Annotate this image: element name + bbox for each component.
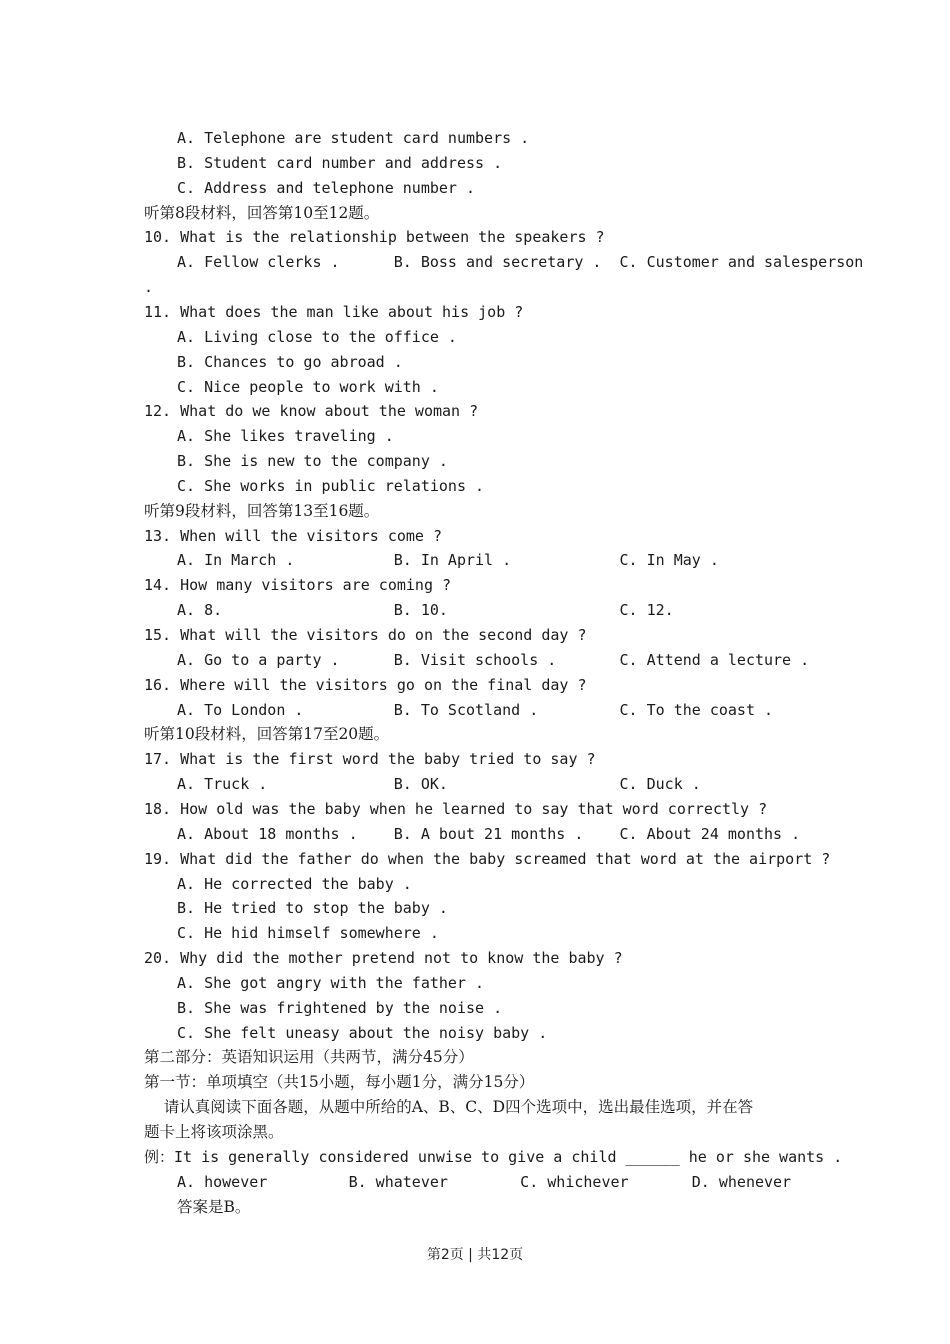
text-line: 20. Why did the mother pretend not to know the baby ? (144, 949, 623, 968)
text-line: 19. What did the father do when the baby screamed that word at the airport ? (144, 849, 831, 868)
text-line: C. She works in public relations . (177, 476, 485, 495)
text-line: A. Truck . B. OK. C. Duck . (177, 775, 701, 794)
text-line: C. Address and telephone number . (177, 178, 476, 197)
text-line: 14. How many visitors are coming ? (144, 576, 452, 595)
text-line: A. In March . B. In April . C. In May . (177, 551, 719, 570)
text-line: C. He hid himself somewhere . (177, 924, 439, 943)
text-line: 10. What is the relationship between the speakers ? (144, 228, 605, 247)
text-line: A. He corrected the baby . (177, 874, 412, 893)
text-line: A. however B. whatever C. whichever D. whenever (177, 1172, 792, 1191)
text-line: A. Fellow clerks . B. Boss and secretary . C. Customer and salesperson (177, 253, 864, 272)
text-line: 第一节：单项填空（共15小题，每小题1分，满分15分） (144, 1073, 535, 1092)
text-line: A. Go to a party . B. Visit schools . C. Attend a lecture . (177, 650, 810, 669)
text-line: 17. What is the first word the baby tried to say ? (144, 750, 596, 769)
text-line: A. Telephone are student card numbers . (177, 129, 530, 147)
text-line: B. She was frightened by the noise . (177, 998, 503, 1017)
text-line: 请认真阅读下面各题，从题中所给的A、B、C、D四个选项中，选出最佳选项，并在答 (144, 1098, 754, 1117)
text-line: 18. How old was the baby when he learned to say that word correctly ? (144, 799, 768, 818)
text-line: B. He tried to stop the baby . (177, 899, 448, 918)
text-line: 第二部分：英语知识运用（共两节，满分45分） (144, 1048, 474, 1067)
text-line: A. About 18 months . B. A bout 21 months . C. About 24 months . (177, 824, 801, 843)
text-line: 题卡上将该项涂黑。 (144, 1123, 284, 1141)
text-line: B. Student card number and address . (177, 153, 503, 172)
text-line: A. Living close to the office . (177, 327, 457, 346)
text-line: C. Nice people to work with . (177, 377, 439, 396)
text-line: C. She felt uneasy about the noisy baby . (177, 1023, 548, 1042)
text-line: A. To London . B. To Scotland . C. To the coast . (177, 700, 774, 719)
text-line: 16. Where will the visitors go on the final day ? (144, 675, 587, 694)
text-line: B. Chances to go abroad . (177, 352, 403, 371)
text-line: 听第9段材料，回答第13至16题。 (144, 501, 380, 520)
text-line: B. She is new to the company . (177, 452, 448, 471)
text-line: 11. What does the man like about his job ? (144, 302, 524, 321)
text-line: 例：It is generally considered unwise to give a child ______ he or she wants . (144, 1147, 843, 1166)
page-footer: 第2页 | 共12页 (426, 1247, 524, 1263)
text-line: A. 8. B. 10. C. 12. (177, 601, 674, 620)
text-line: 答案是B。 (177, 1197, 251, 1216)
text-line: . (144, 278, 154, 297)
text-line: 13. When will the visitors come ? (144, 526, 443, 545)
text-line: 听第8段材料，回答第10至12题。 (144, 203, 380, 222)
text-line: 15. What will the visitors do on the second day ? (144, 626, 587, 644)
text-line: A. She likes traveling . (177, 427, 394, 446)
text-line: 听第10段材料，回答第17至20题。 (144, 725, 390, 744)
text-line: A. She got angry with the father . (177, 973, 485, 992)
text-line: 12. What do we know about the woman ? (144, 402, 479, 421)
